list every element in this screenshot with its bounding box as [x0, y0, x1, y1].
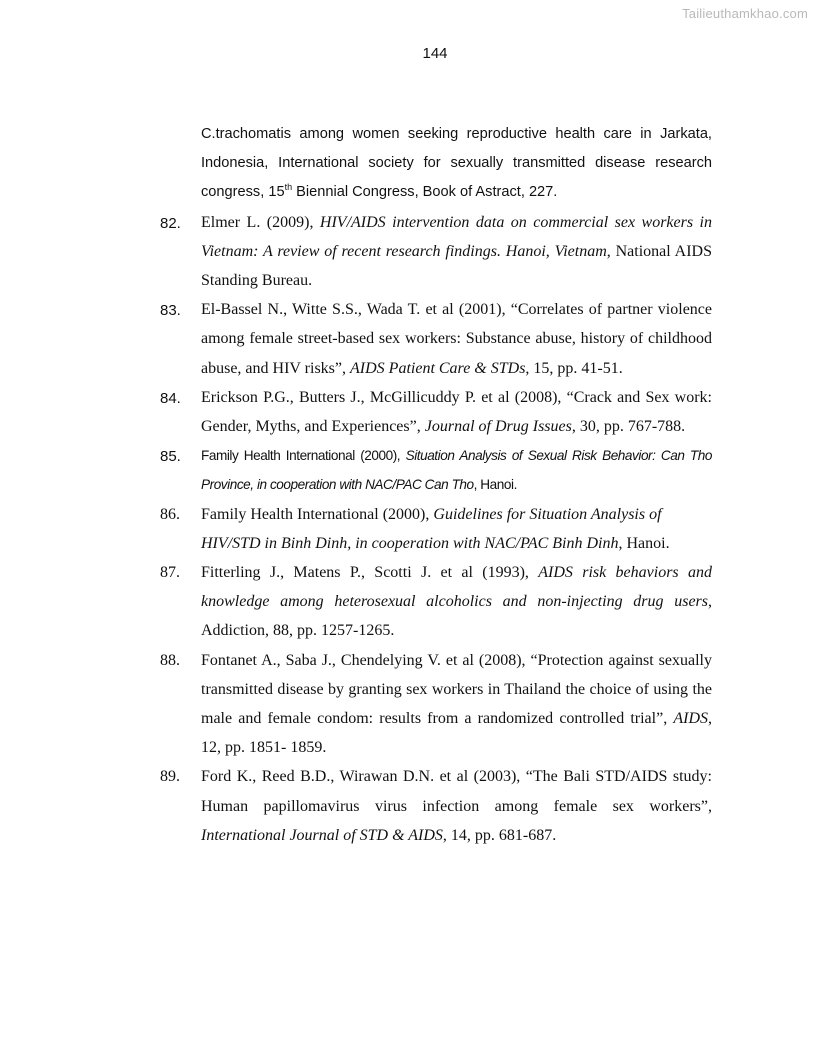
reference-continuation	[160, 120, 712, 208]
reference-83	[160, 295, 712, 383]
reference-text: Fontanet A., Saba J., Chendelying V. et al (2008), “Protection against sexually transmitted disease by granting sex workers in Thailand the choice of using the male and female condom: results from a randomized controlled trial”, AIDS, 12, pp. 1851- 1859.	[201, 651, 712, 757]
reference-text: Erickson P.G., Butters J., McGillicuddy P. et al (2008), “Crack and Sex work: Gender, Myths, and Experiences”, Journal of Drug Issues, 30, pp. 767-788.	[201, 388, 712, 436]
reference-number: 83.	[160, 302, 181, 320]
reference-text: Fitterling J., Matens P., Scotti J. et al (1993), AIDS risk behaviors and knowledge among heterosexual alcoholics and non-injecting drug users, Addiction, 88, pp. 1257-1265.	[201, 564, 712, 640]
reference-text: El-Bassel N., Witte S.S., Wada T. et al (2001), “Correlates of partner violence among female street-based sex workers: Substance abuse, history of childhood abuse, and HIV risks”, AIDS Patient Care & STDs, 15, pp. 41-51.	[201, 301, 712, 377]
reference-text: Ford K., Reed B.D., Wirawan D.N. et al (2003), “The Bali STD/AIDS study: Human papillomavirus virus infection among female sex workers”, International Journal of STD & AIDS, 14, pp. 681-687.	[201, 768, 712, 844]
reference-82	[160, 208, 712, 296]
reference-number: 84.	[160, 389, 181, 407]
reference-number: 89.	[160, 768, 180, 786]
reference-number: 86.	[160, 505, 180, 523]
reference-84	[160, 383, 712, 441]
reference-number: 88.	[160, 651, 180, 669]
reference-number: 82.	[160, 214, 181, 232]
reference-87	[160, 558, 712, 646]
reference-list	[160, 120, 712, 850]
reference-text: Family Health International (2000), Guidelines for Situation Analysis of HIV/STD in Binh Dinh, in cooperation with NAC/PAC Binh Dinh, Hanoi.	[201, 505, 670, 552]
reference-text: Family Health International (2000), Situation Analysis of Sexual Risk Behavior: Can Tho Province, in cooperation with NAC/PAC Can Tho, Hanoi.	[201, 448, 712, 493]
reference-number: 85.	[160, 448, 181, 466]
reference-86	[160, 500, 712, 558]
reference-number: 87.	[160, 564, 180, 582]
page-number: 144	[422, 45, 448, 62]
watermark-text: Tailieuthamkhao.com	[682, 6, 808, 21]
reference-text: C.trachomatis among women seeking reproductive health care in Jarkata, Indonesia, International society for sexually transmitted disease research congress, 15th Biennial Congress, Book of Astract, 227.	[201, 126, 712, 201]
reference-88	[160, 646, 712, 763]
reference-85	[160, 441, 712, 499]
reference-89	[160, 762, 712, 850]
reference-text: Elmer L. (2009), HIV/AIDS intervention data on commercial sex workers in Vietnam: A review of recent research findings. Hanoi, Vietnam, National AIDS Standing Bureau.	[201, 213, 713, 290]
